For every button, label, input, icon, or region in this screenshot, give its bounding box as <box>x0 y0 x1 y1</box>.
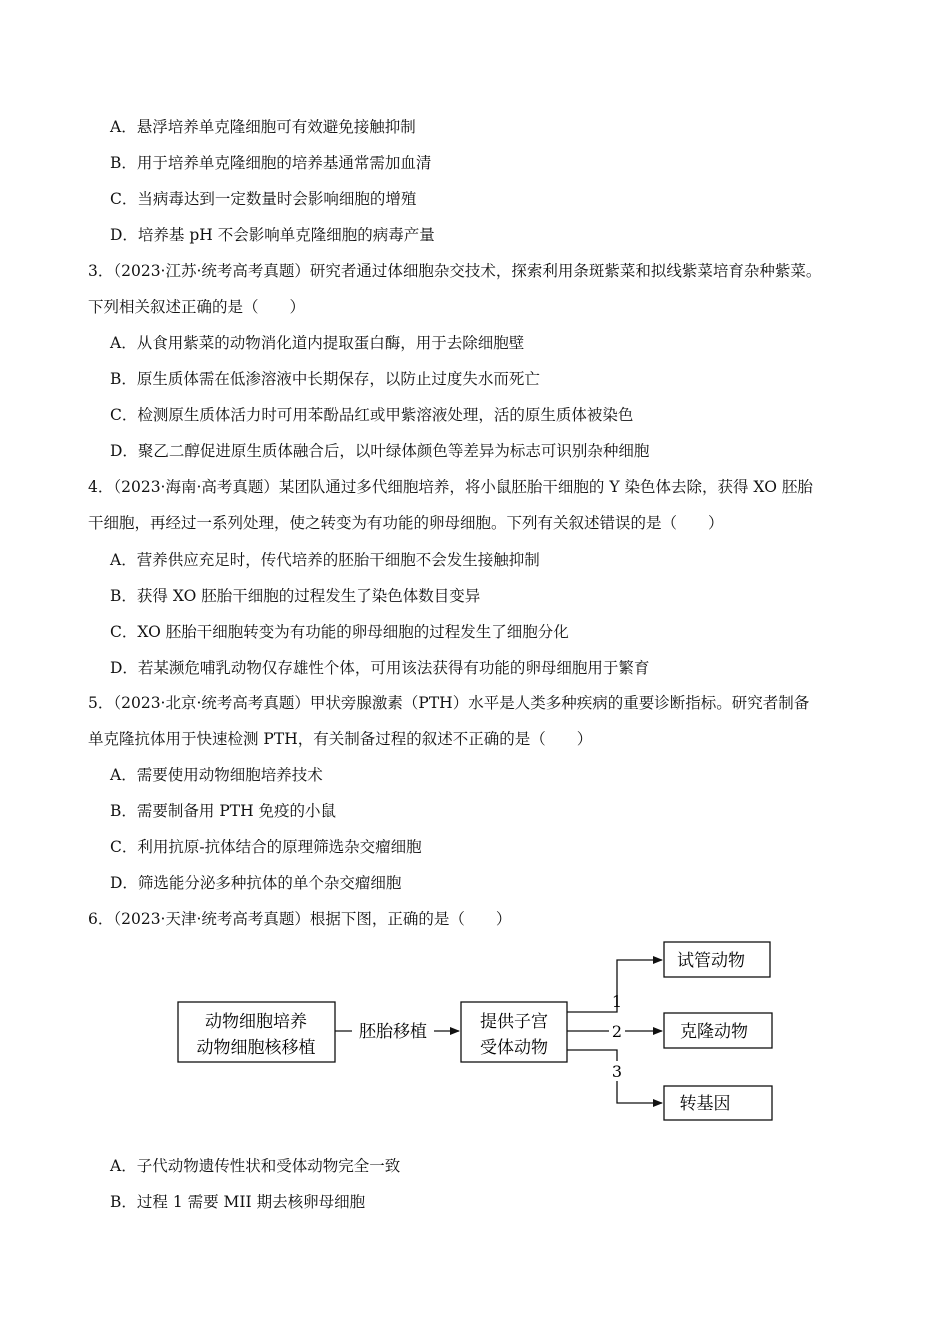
path-2-label: 2 <box>611 1022 623 1041</box>
q4-stem-line2: 干细胞，再经过一系列处理，使之转变为有功能的卵母细胞。下列有关叙述错误的是（ ） <box>88 514 724 532</box>
box-mid-line2: 受体动物 <box>480 1038 548 1058</box>
q6-flow-diagram <box>170 935 790 1130</box>
q5-option-b: B．需要制备用 PTH 免疫的小鼠 <box>110 802 337 820</box>
q6-stem: 6．（2023·天津·统考高考真题）根据下图，正确的是（ ） <box>88 910 512 928</box>
q5-option-c: C．利用抗原-抗体结合的原理筛选杂交瘤细胞 <box>110 838 422 856</box>
q3-option-d: D．聚乙二醇促进原生质体融合后，以叶绿体颜色等差异为标志可识别杂种细胞 <box>110 442 650 460</box>
q2-option-d: D．培养基 pH 不会影响单克隆细胞的病毒产量 <box>110 226 435 244</box>
q3-stem-line2: 下列相关叙述正确的是（ ） <box>88 298 306 316</box>
q5-option-a: A．需要使用动物细胞培养技术 <box>110 766 323 784</box>
q2-option-c: C．当病毒达到一定数量时会影响细胞的增殖 <box>110 190 417 208</box>
q5-stem-line1: 5．（2023·北京·统考高考真题）甲状旁腺激素（PTH）水平是人类多种疾病的重要诊断指标。研究者制备 <box>88 694 810 712</box>
q2-option-b: B．用于培养单克隆细胞的培养基通常需加血清 <box>110 154 432 172</box>
output-3-label: 转基因 <box>679 1094 731 1114</box>
q5-option-d: D．筛选能分泌多种抗体的单个杂交瘤细胞 <box>110 874 402 892</box>
path-1-label: 1 <box>611 992 623 1011</box>
q3-option-c: C．检测原生质体活力时可用苯酚品红或甲紫溶液处理，活的原生质体被染色 <box>110 406 634 424</box>
q3-option-a: A．从食用紫菜的动物消化道内提取蛋白酶，用于去除细胞壁 <box>110 334 525 352</box>
q5-stem-line2: 单克隆抗体用于快速检测 PTH，有关制备过程的叙述不正确的是（ ） <box>88 730 593 748</box>
q2-option-a: A．悬浮培养单克隆细胞可有效避免接触抑制 <box>110 118 416 136</box>
box-left-line2: 动物细胞核移植 <box>196 1038 316 1058</box>
arrow-label-embryo-transfer: 胚胎移植 <box>359 1022 427 1042</box>
output-1-label: 试管动物 <box>677 951 745 971</box>
path-3-label: 3 <box>611 1062 623 1081</box>
q6-option-a: A．子代动物遗传性状和受体动物完全一致 <box>110 1157 401 1175</box>
q6-option-b: B．过程 1 需要 MII 期去核卵母细胞 <box>110 1193 366 1211</box>
q3-option-b: B．原生质体需在低渗溶液中长期保存，以防止过度失水而死亡 <box>110 370 540 388</box>
q4-option-d: D．若某濒危哺乳动物仅存雄性个体，可用该法获得有功能的卵母细胞用于繁育 <box>110 659 650 677</box>
q4-option-b: B．获得 XO 胚胎干细胞的过程发生了染色体数目变异 <box>110 587 481 605</box>
q3-stem-line1: 3．（2023·江苏·统考高考真题）研究者通过体细胞杂交技术，探索利用条斑紫菜和拟线紫菜培育杂种紫菜。 <box>88 262 822 280</box>
q4-option-a: A．营养供应充足时，传代培养的胚胎干细胞不会发生接触抑制 <box>110 551 540 569</box>
output-2-label: 克隆动物 <box>680 1022 748 1042</box>
box-left-line1: 动物细胞培养 <box>205 1012 307 1032</box>
box-mid-line1: 提供子宫 <box>480 1012 548 1032</box>
q4-stem-line1: 4．（2023·海南·高考真题）某团队通过多代细胞培养，将小鼠胚胎干细胞的 Y 染色体去除，获得 XO 胚胎 <box>88 478 813 496</box>
q4-option-c: C．XO 胚胎干细胞转变为有功能的卵母细胞的过程发生了细胞分化 <box>110 623 569 641</box>
